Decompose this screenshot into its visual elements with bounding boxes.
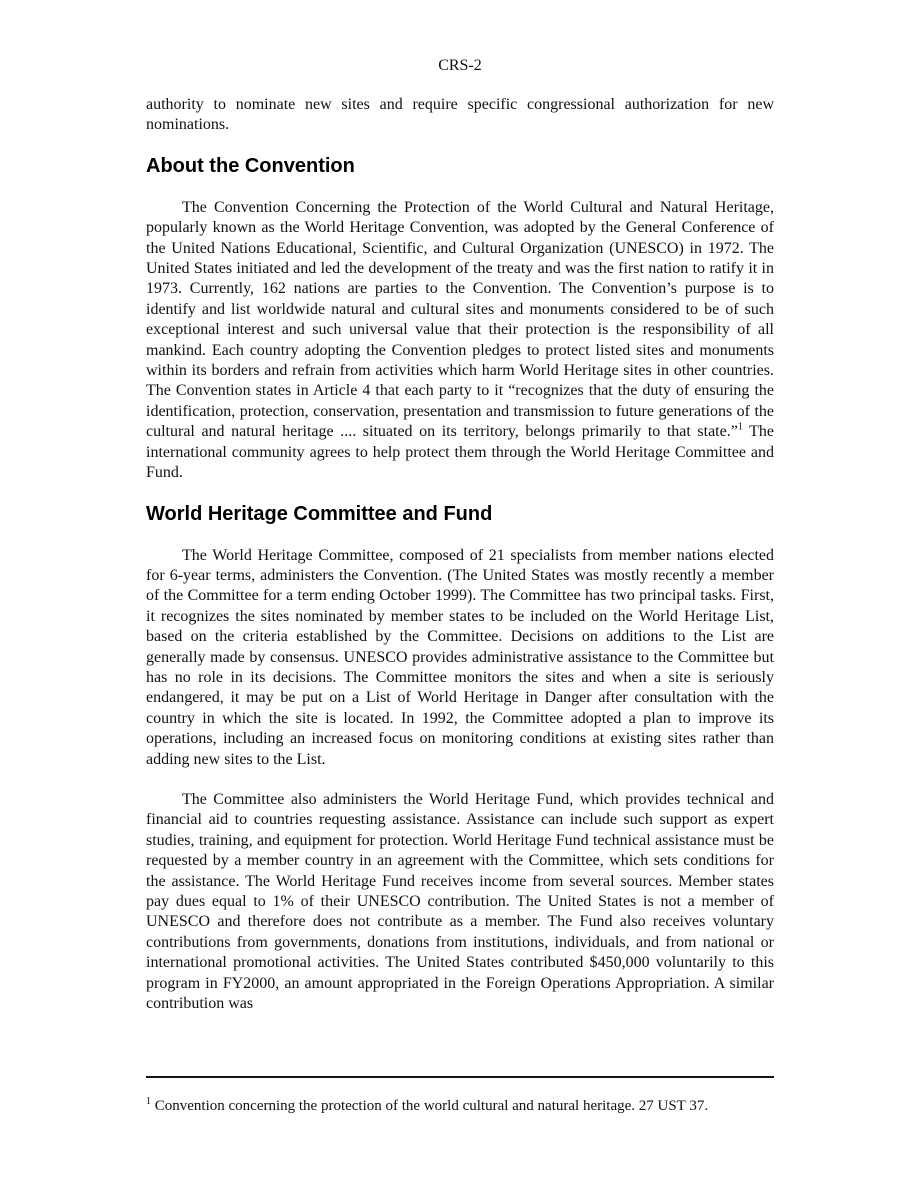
footnote-divider [146,1076,774,1078]
fund-paragraph: The Committee also administers the World Heritage Fund, which provides technical and financial aid to countries requesting assistance. Assistance can include such support as expert studies, training, and equipment for protection. World Heritage Fund technical assistance must be requested by a member country in an agreement with the Committee, which sets conditions for the assistance. The World Heritage Fund receives income from several sources. Member states pay dues equal to 1% of their UNESCO contribution. The United States is not a member of UNESCO and therefore does not contribute as a member. The Fund also receives voluntary contributions from governments, donations from institutions, individuals, and from national or international promotional activities. The United States contributed $450,000 voluntarily to this program in FY2000, an amount appropriated in the Foreign Operations Appropriation. A similar contribution was [146,790,774,1013]
convention-text-continued: The international community agrees to help protect them through the World Heritage Committee and Fund. [146,423,774,482]
footnote-text: Convention concerning the protection of the world cultural and natural heritage. 27 UST 37. [151,1098,709,1114]
heading-committee-fund: World Heritage Committee and Fund [146,502,493,525]
convention-paragraph [146,198,774,484]
intro-paragraph: authority to nominate new sites and require specific congressional authorization for new nominations. [146,96,774,134]
footnote-reference[interactable]: 1 [737,421,743,433]
committee-paragraph: The World Heritage Committee, composed of 21 specialists from member nations elected for 6-year terms, administers the Convention. (The United States was mostly recently a member of the Committee for a term ending October 1999). The Committee has two principal tasks. First, it recognizes the sites nominated by member states to be included on the World Heritage List, based on the criteria established by the Committee. Decisions on additions to the List are generally made by consensus. UNESCO provides administrative assistance to the Committee but has no role in its decisions. The Committee monitors the sites and when a site is seriously endangered, it may be put on a List of World Heritage in Danger after consultation with the country in which the site is located. In 1992, the Committee adopted a plan to improve its operations, including an increased focus on monitoring conditions at existing sites rather than adding new sites to the List. [146,546,774,768]
heading-about-convention: About the Convention [146,154,355,177]
footnote-marker: 1 [146,1096,151,1107]
convention-text: The Convention Concerning the Protection of the World Cultural and Natural Heritage, popularly known as the World Heritage Convention, was adopted by the General Conference of the United Nations Educational, Scientific, and Cultural Organization (UNESCO) in 1972. The United States initiated and led the development of the treaty and was the first nation to ratify it in 1973. Currently, 162 nations are parties to the Convention. The Convention’s purpose is to identify and list worldwide natural and cultural sites and monuments considered to be of such exceptional interest and such universal value that their protection is the responsibility of all mankind. Each country adopting the Convention pledges to protect listed sites and monuments within its borders and refrain from activities which harm World Heritage sites in other countries. The Convention states in Article 4 that each party to it “recognizes that the duty of ensuring the identification, protection, conservation, presentation and transmission to future generations of the cultural and natural heritage .... situated on its territory, belongs primarily to that state.” [146,198,774,441]
footnote [146,1096,774,1116]
document-body [146,95,774,1014]
page-number-header: CRS-2 [438,57,482,74]
